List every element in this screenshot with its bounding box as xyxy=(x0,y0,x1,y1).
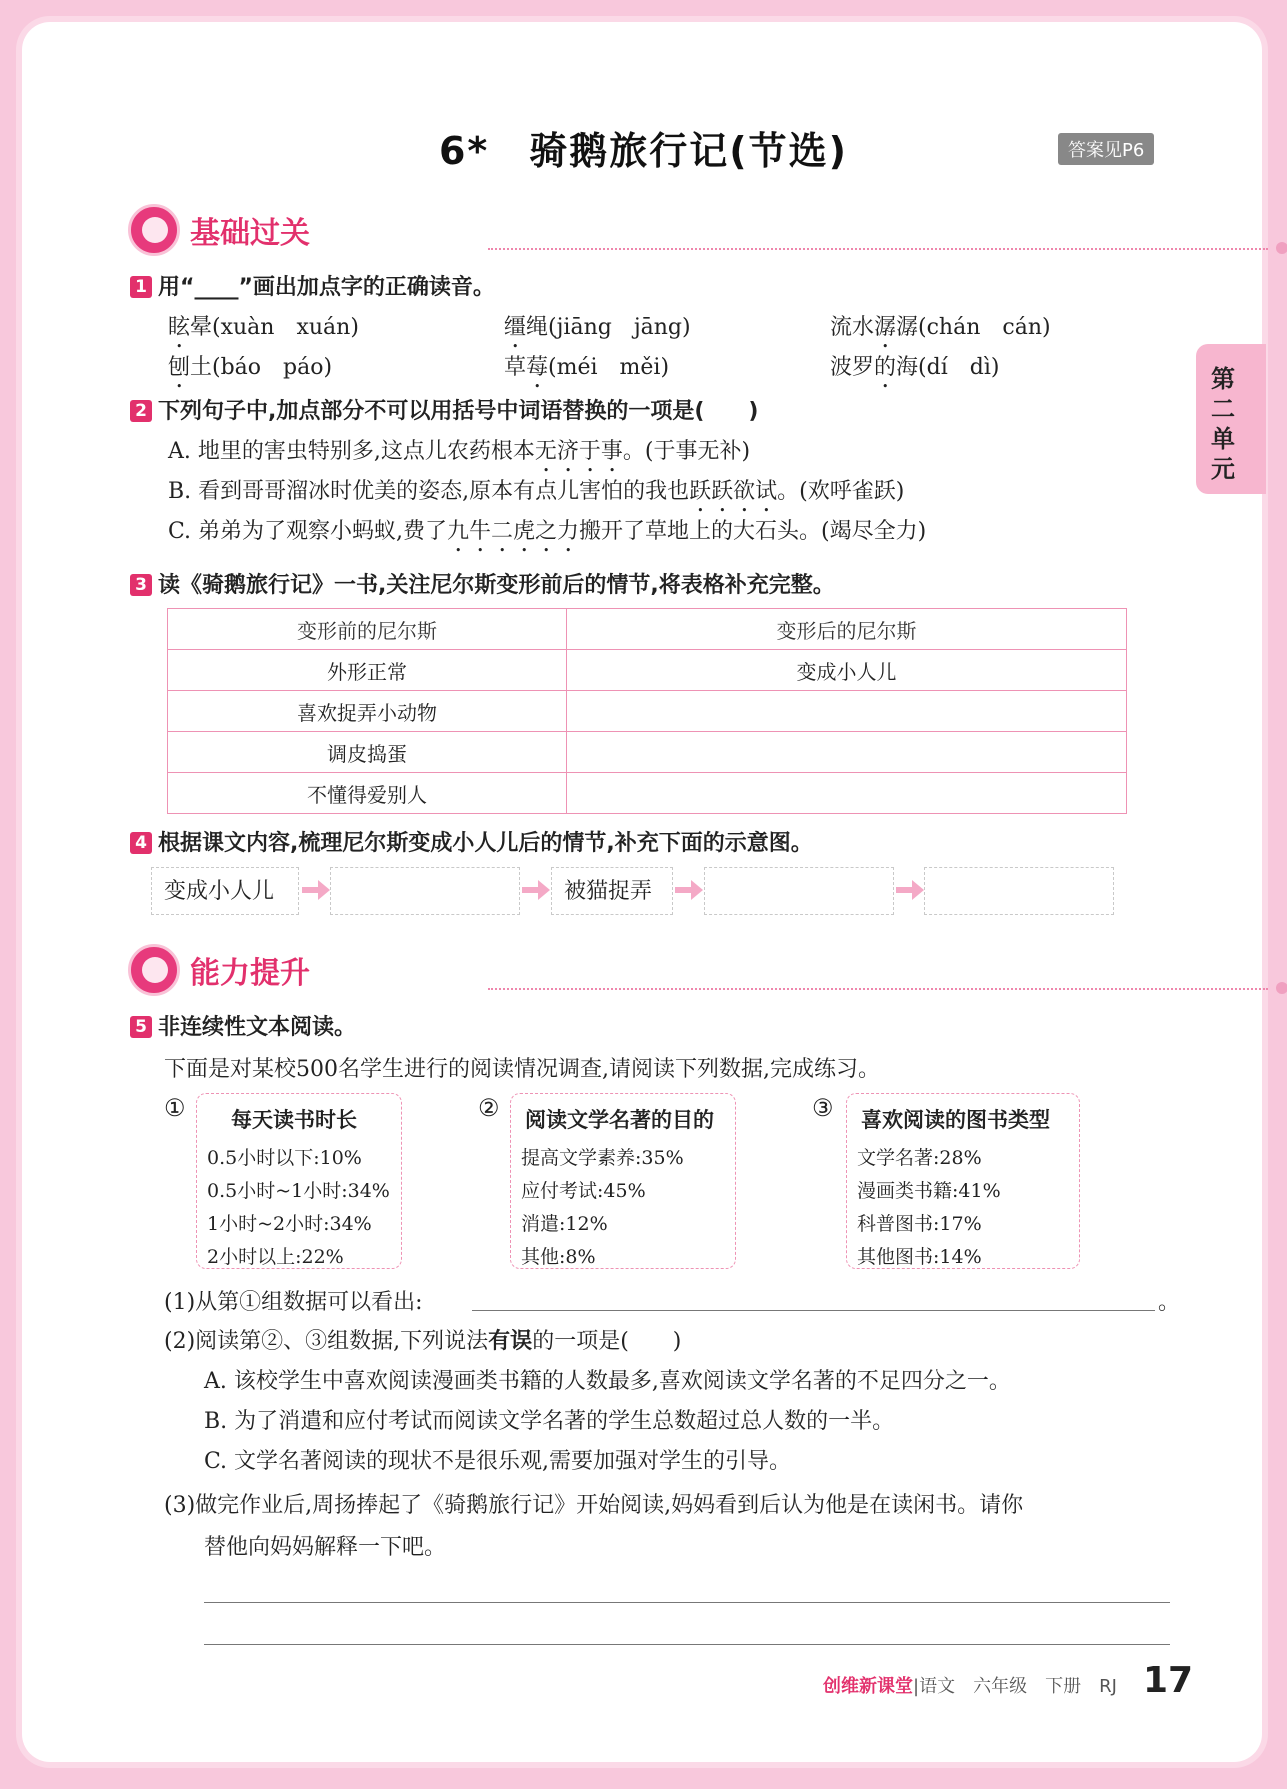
answer-cell[interactable] xyxy=(567,773,1127,814)
q5-sub1-end: 。 xyxy=(1158,1290,1181,1315)
nils-table xyxy=(167,608,1127,814)
answer-line[interactable] xyxy=(204,1582,1170,1603)
table-row: 不懂得爱别人 xyxy=(168,773,1127,814)
table-header: 变形后的尼尔斯 xyxy=(567,609,1127,650)
question-number: 1 xyxy=(130,276,152,298)
unit-side-tab xyxy=(1196,344,1266,494)
q5-sub2-option-b: B. 为了消遣和应付考试而阅读文学名著的学生总数超过总人数的一半。 xyxy=(204,1409,895,1434)
question-prompt: 用“____”画出加点字的正确读音。 xyxy=(158,275,495,300)
question-prompt: 下列句子中,加点部分不可以用括号中词语替换的一项是( ) xyxy=(158,399,759,424)
question-4 xyxy=(130,826,813,857)
arrow-right-icon xyxy=(675,880,703,900)
question-number: 3 xyxy=(130,574,152,596)
dotted-divider xyxy=(488,988,1268,990)
question-5 xyxy=(130,1010,356,1041)
q5-sub2-option-a: A. 该校学生中喜欢阅读漫画类书籍的人数最多,喜欢阅读文学名著的不足四分之一。 xyxy=(204,1369,1011,1394)
question-2 xyxy=(130,394,758,425)
group-marker: ① xyxy=(164,1094,186,1122)
question-prompt: 读《骑鹅旅行记》一书,关注尼尔斯变形前后的情节,将表格补充完整。 xyxy=(158,573,835,598)
q5-sub2: (2)阅读第②、③组数据,下列说法有误的一项是( ) xyxy=(164,1329,682,1354)
brand-name: 创维新课堂 xyxy=(823,1676,913,1697)
q5-intro: 下面是对某校500名学生进行的阅读情况调查,请阅读下列数据,完成练习。 xyxy=(164,1057,880,1082)
q2-option-b: B. 看到哥哥溜冰时优美的姿态,原本有点儿害怕的我也跃跃欲试。(欢呼雀跃) xyxy=(168,479,905,504)
q5-sub1: (1)从第①组数据可以看出: xyxy=(164,1290,423,1315)
question-1 xyxy=(130,270,495,301)
arrow-right-icon xyxy=(302,880,330,900)
decor-dots-icon xyxy=(1276,982,1287,994)
question-number: 5 xyxy=(130,1016,152,1038)
table-row: 喜欢捉弄小动物 xyxy=(168,691,1127,732)
unit-side-tab-label: 第二单元 xyxy=(1211,365,1235,483)
arrow-right-icon xyxy=(522,880,550,900)
q1-item: 草莓(méi měi) xyxy=(504,355,670,380)
q5-sub3-line2: 替他向妈妈解释一下吧。 xyxy=(204,1535,447,1560)
group-title: 喜欢阅读的图书类型 xyxy=(861,1107,1050,1132)
answer-line[interactable] xyxy=(204,1624,1170,1645)
q2-option-a: A. 地里的害虫特别多,这点儿农药根本无济于事。(于事无补) xyxy=(168,439,751,464)
group-title: 每天读书时长 xyxy=(231,1107,357,1132)
q1-item: 眩晕(xuàn xuán) xyxy=(168,315,359,340)
group-marker: ② xyxy=(478,1094,500,1122)
q5-sub3-line1: (3)做完作业后,周扬捧起了《骑鹅旅行记》开始阅读,妈妈看到后认为他是在读闲书。请你 xyxy=(164,1493,1024,1518)
table-row: 调皮捣蛋 xyxy=(168,732,1127,773)
answer-reference-badge: 答案见P6 xyxy=(1058,133,1154,165)
section-header-basic xyxy=(128,204,1188,256)
section-header-advanced xyxy=(128,944,1188,996)
q1-item: 刨土(báo páo) xyxy=(168,355,333,380)
footer-credit: 创维新课堂|语文 六年级 下册 RJ xyxy=(823,1676,1117,1697)
question-number: 4 xyxy=(130,832,152,854)
page-number: 17 xyxy=(1143,1660,1194,1701)
flow-box: 变成小人儿 xyxy=(151,867,299,915)
group-title: 阅读文学名著的目的 xyxy=(525,1107,714,1132)
q1-item: 流水潺潺(chán cán) xyxy=(830,315,1051,340)
q1-item: 缰绳(jiāng jāng) xyxy=(504,315,691,340)
arrow-right-icon xyxy=(896,880,924,900)
monkey-avatar-icon xyxy=(128,944,180,996)
decor-dots-icon xyxy=(1276,242,1287,254)
table-header: 变形前的尼尔斯 xyxy=(168,609,567,650)
data-group-1: 每天读书时长 0.5小时以下:10% 0.5小时~1小时:34% 1小时~2小时:34% 2小时以上:22% xyxy=(196,1093,402,1269)
question-number: 2 xyxy=(130,400,152,422)
section-title: 基础过关 xyxy=(190,216,310,251)
flow-blank-box[interactable] xyxy=(924,867,1114,915)
data-group-3: 喜欢阅读的图书类型 文学名著:28% 漫画类书籍:41% 科普图书:17% 其他图书:14% xyxy=(846,1093,1080,1269)
question-prompt: 非连续性文本阅读。 xyxy=(158,1015,357,1040)
dotted-divider xyxy=(488,248,1268,250)
flow-blank-box[interactable] xyxy=(704,867,894,915)
data-group-2: 阅读文学名著的目的 提高文学素养:35% 应付考试:45% 消遣:12% 其他:8% xyxy=(510,1093,736,1269)
section-title: 能力提升 xyxy=(190,956,310,991)
question-3 xyxy=(130,568,835,599)
girl-avatar-icon xyxy=(128,204,180,256)
flow-blank-box[interactable] xyxy=(330,867,520,915)
question-prompt: 根据课文内容,梳理尼尔斯变成小人儿后的情节,补充下面的示意图。 xyxy=(158,831,813,856)
q5-sub2-option-c: C. 文学名著阅读的现状不是很乐观,需要加强对学生的引导。 xyxy=(204,1449,792,1474)
q2-option-c: C. 弟弟为了观察小蚂蚁,费了九牛二虎之力搬开了草地上的大石头。(竭尽全力) xyxy=(168,519,927,544)
answer-line[interactable] xyxy=(472,1290,1155,1311)
q1-item: 波罗的海(dí dì) xyxy=(830,355,1000,380)
group-marker: ③ xyxy=(812,1094,834,1122)
table-row: 外形正常 变成小人儿 xyxy=(168,650,1127,691)
answer-cell[interactable] xyxy=(567,691,1127,732)
flow-box: 被猫捉弄 xyxy=(551,867,673,915)
answer-cell[interactable] xyxy=(567,732,1127,773)
page-title: 6* 骑鹅旅行记(节选) xyxy=(438,129,849,173)
